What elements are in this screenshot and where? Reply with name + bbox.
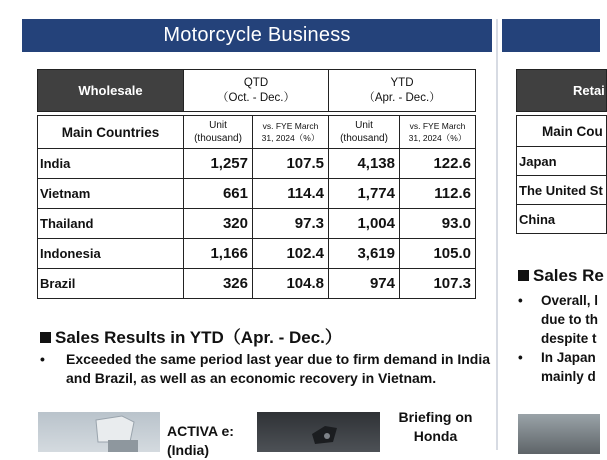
retail-section-title [518, 266, 604, 286]
wholesale-label: Wholesale [38, 70, 184, 112]
table-row [517, 176, 607, 205]
unit-label: Unit [209, 120, 227, 131]
retail-label: Retai [517, 70, 607, 112]
ytd-vs-cell: 93.0 [400, 209, 476, 239]
vs-sub-label: 31, 2024（%） [261, 133, 320, 143]
page-title-banner [22, 19, 492, 52]
ytd-unit-header [329, 116, 400, 149]
table-subheader-row [38, 116, 476, 149]
briefing-caption [388, 408, 483, 446]
retail-country-cell: China [517, 205, 607, 234]
country-cell: Indonesia [38, 239, 184, 269]
main-countries-header: Main Countries [38, 116, 184, 149]
bullet-marker: • [40, 351, 45, 367]
unit-sub-label: (thousand) [340, 133, 388, 144]
activa-caption [167, 422, 247, 460]
bullet-marker: • [518, 350, 523, 365]
panel-divider [496, 19, 498, 450]
qtd-unit-cell: 320 [184, 209, 253, 239]
country-cell: Vietnam [38, 179, 184, 209]
table-row [517, 205, 607, 234]
retail-section-title-text: Sales Re [533, 266, 604, 285]
retail-bullet-text: In Japan [541, 350, 596, 365]
ytd-section-title [40, 323, 342, 348]
briefing-caption-line-2: Honda [413, 428, 458, 444]
motorcycle-icon [257, 412, 380, 452]
retail-countries-table [516, 115, 607, 234]
country-cell: Thailand [38, 209, 184, 239]
ytd-bullet-text: Exceeded the same period last year due to firm demand in India and Brazil, as well as an economic recovery in Vietnam. [66, 351, 491, 386]
ytd-vs-cell: 122.6 [400, 149, 476, 179]
scooter-icon [38, 412, 160, 452]
briefing-motorcycle-image [257, 412, 380, 452]
retail-bullets [518, 291, 600, 386]
ytd-vs-cell: 105.0 [400, 239, 476, 269]
table-row [38, 149, 476, 179]
bullet-indent [518, 329, 541, 348]
bullet-indent [518, 367, 541, 386]
ytd-section-title-text: Sales Results in YTD（Apr. - Dec.） [55, 328, 342, 347]
table-row [38, 209, 476, 239]
retail-country-cell: The United St [517, 176, 607, 205]
qtd-vs-cell: 102.4 [253, 239, 329, 269]
ytd-unit-cell: 1,774 [329, 179, 400, 209]
qtd-unit-cell: 1,166 [184, 239, 253, 269]
vs-sub-label: 31, 2024（%） [408, 133, 467, 143]
qtd-header [184, 70, 329, 112]
retail-bullet-text: despite t [541, 331, 597, 346]
table-row [38, 179, 476, 209]
qtd-vs-cell: 114.4 [253, 179, 329, 209]
qtd-unit-cell: 326 [184, 269, 253, 299]
qtd-vs-cell: 107.5 [253, 149, 329, 179]
ytd-title: YTD [390, 76, 414, 89]
retail-bullet-text: Overall, l [541, 293, 599, 308]
ytd-unit-cell: 3,619 [329, 239, 400, 269]
retail-bullet-line [518, 348, 600, 367]
table-row [517, 147, 607, 176]
table-row [38, 239, 476, 269]
vs-label: vs. FYE March [262, 121, 319, 131]
country-cell: India [38, 149, 184, 179]
bullet-indent [518, 310, 541, 329]
right-panel-banner [502, 19, 600, 52]
table-row [38, 269, 476, 299]
retail-bullet-text: mainly d [541, 369, 596, 384]
qtd-unit-header [184, 116, 253, 149]
page-title: Motorcycle Business [163, 24, 351, 46]
retail-bullet-text: due to th [541, 312, 598, 327]
qtd-vs-header [253, 116, 329, 149]
retail-bullet-line [518, 329, 600, 348]
main-countries-table [37, 115, 476, 299]
wholesale-header-table [37, 69, 476, 112]
retail-bullet-line [518, 310, 600, 329]
activa-scooter-image [38, 412, 160, 452]
retail-bullet-line [518, 367, 600, 386]
qtd-title: QTD [243, 76, 269, 89]
qtd-vs-cell: 97.3 [253, 209, 329, 239]
ytd-unit-cell: 1,004 [329, 209, 400, 239]
unit-sub-label: (thousand) [194, 133, 242, 144]
qtd-period: （Oct. - Dec.） [217, 91, 295, 104]
unit-label: Unit [355, 120, 373, 131]
qtd-vs-cell: 104.8 [253, 269, 329, 299]
retail-country-cell: Japan [517, 147, 607, 176]
ytd-vs-cell: 107.3 [400, 269, 476, 299]
vs-label: vs. FYE March [409, 121, 466, 131]
ytd-header [329, 70, 476, 112]
briefing-caption-line-1: Briefing on [398, 409, 473, 425]
ytd-period: （Apr. - Dec.） [363, 91, 441, 104]
retail-image [518, 414, 600, 454]
square-bullet-icon [40, 332, 51, 343]
retail-bullet-line [518, 291, 600, 310]
qtd-unit-cell: 1,257 [184, 149, 253, 179]
ytd-unit-cell: 974 [329, 269, 400, 299]
square-bullet-icon [518, 270, 529, 281]
ytd-bullet [40, 350, 495, 388]
country-cell: Brazil [38, 269, 184, 299]
ytd-unit-cell: 4,138 [329, 149, 400, 179]
qtd-unit-cell: 661 [184, 179, 253, 209]
ytd-vs-cell: 112.6 [400, 179, 476, 209]
retail-header-table [516, 69, 607, 112]
activa-caption-line-1: ACTIVA e: [167, 423, 234, 439]
activa-caption-line-2: (India) [167, 442, 209, 458]
ytd-vs-header [400, 116, 476, 149]
retail-main-countries-header: Main Cou [517, 116, 607, 147]
bullet-marker: • [518, 293, 523, 308]
